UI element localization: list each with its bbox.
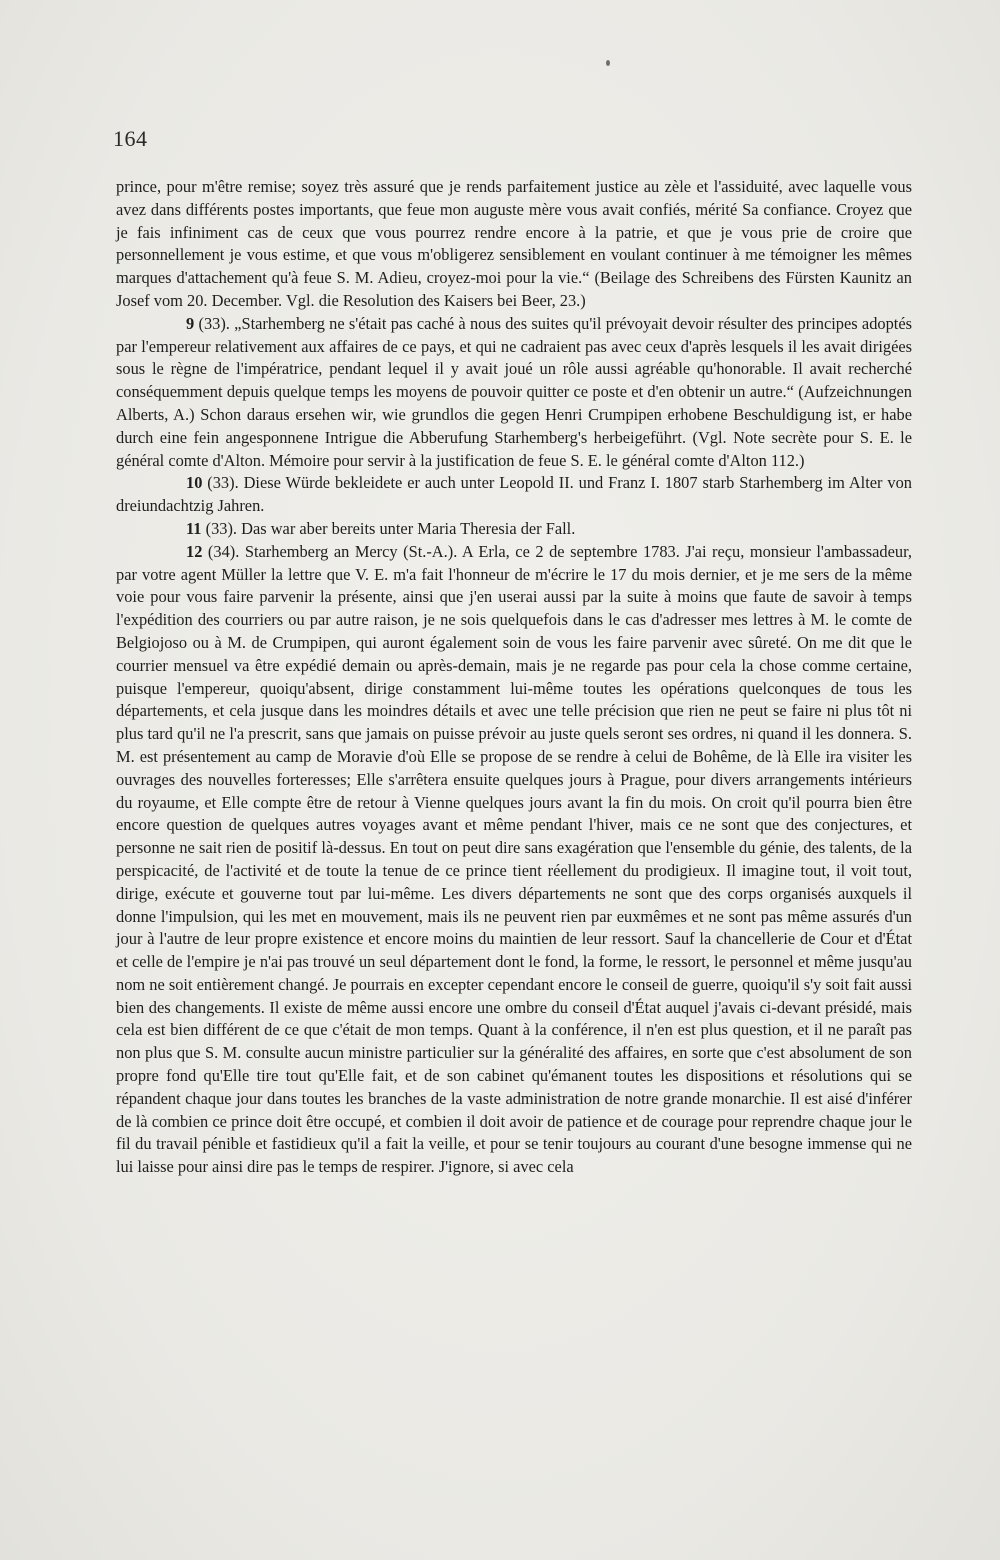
- endnote-text: Starhemberg an Mercy (St.-A.). A Erla, ce 2 de septembre 1783. J'ai reçu, monsieur l'ambassadeur, par votre agent Müller la lettre que V. E. m'a fait l'honneur de m'écrire le 17 du mois dernier, et je me sers de la même voie pour vous faire parvenir la présente, ainsi que j'en userai aussi par la suite à moins que faute de savoir à temps l'expédition des courriers ou par autre raison, je ne sois quelquefois dans le cas d'adresser mes lettres à M. le comte de Belgiojoso ou à M. de Crumpipen, qui auront également soin de vous les faire parvenir avec sûreté. On me dit que le courrier mensuel va être expédié demain ou après-demain, mais je ne regarde pas pour cela la chose comme certaine, puisque l'empereur, quoiqu'absent, dirige constamment lui-même toutes les opérations quelconques de tous les départements, et cela jusque dans les moindres détails et avec une telle précision que rien ne peut se faire ni plus tôt ni plus tard qu'il ne l'a prescrit, sans que jamais on puisse prévoir au juste quels seront ses ordres, ni quand il les donnera. S. M. est présentement au camp de Moravie d'où Elle se propose de se rendre à celui de Bohême, de là Elle ira visiter les ouvrages des nouvelles forteresses; Elle s'arrêtera ensuite quelques jours à Prague, pour divers arrangements intérieurs du royaume, et Elle compte être de retour à Vienne quelques jours avant la fin du mois. On croit qu'il pourra bien être encore question de quelques autres voyages avant et même pendant l'hiver, mais ce ne sont que des conjectures, et personne ne sait rien de positif là-dessus. En tout on peut dire sans exagération que l'ensemble du génie, des talents, de la perspicacité, de l'activité et de toute la tenue de ce prince tient réellement du prodigieux. Il imagine tout, il voit tout, dirige, exécute et gouverne tout par lui-même. Les divers départements ne sont que des corps organisés auxquels il donne l'impulsion, qui les met en mouvement, mais ils ne peuvent rien par euxmêmes et ne sont pas même assurés d'un jour à l'autre de leur propre existence et encore moins du maintien de leur ressort. Sauf la chancellerie de Cour et d'État et celle de l'empire je n'ai pas trouvé un seul département dont le fond, la forme, le ressort, le personnel et même jusqu'au nom ne soit entièrement changé. Je pourrais en excepter cependant encore le conseil de guerre, quoiqu'il s'y soit fait aussi bien des changements. Il existe de même aussi encore une ombre du conseil d'État auquel j'avais ci-devant présidé, mais cela est bien différent de ce que c'était de mon temps. Quant à la conférence, il n'en est plus question, et il ne paraît pas non plus que S. M. consulte aucun ministre particulier sur la généralité des affaires, en sorte que c'est absolument de son propre fond qu'Elle tire tout qu'Elle fait, et de son cabinet qu'émanent toutes les dispositions et résolutions qui se répandent chaque jour dans toutes les branches de la vaste administration de notre grande monarchie. Il est aisé d'inférer de là combien ce prince doit être occupé, et combien il doit avoir de patience et de courage pour reprendre chaque jour le fil du travail pénible et fastidieux qu'il a fait la veille, et pour se tenir toujours au courant d'une besogne immense qui ne lui laisse pour ainsi dire pas le temps de respirer. J'ignore, si avec cela: [116, 541, 912, 1177]
- endnote-number: 10: [186, 473, 203, 493]
- endnote-text: Das war aber bereits unter Maria Theresia der Fall.: [241, 518, 576, 538]
- endnote-number: 11: [186, 518, 202, 538]
- endnote-page-ref: (33).: [205, 518, 238, 538]
- page-number: 164: [113, 126, 148, 151]
- endnote-page-ref: (34).: [207, 541, 240, 561]
- endnote-9: [116, 313, 912, 473]
- continued-paragraph: prince, pour m'être remise; soyez très assuré que je rends parfaitement justice au zèle et l'assiduité, avec laquelle vous avez dans différents postes importants, que feue mon auguste mère vous avait confiés, mérité Sa confiance. Croyez que je fais infiniment cas de ceux que vous pourrez rendre encore à la patrie, et que je vous prie de croire que personnellement je vous estime, et que vous m'obligerez sensiblement en voulant continuer à me témoigner les mêmes marques d'attachement qu'à feue S. M. Adieu, croyez-moi pour la vie.“ (Beilage des Schreibens des Fürsten Kaunitz an Josef vom 20. December. Vgl. die Resolution des Kaisers bei Beer, 23.): [116, 177, 912, 310]
- endnote-page-ref: (33).: [198, 313, 230, 333]
- endnote-text: Diese Würde bekleidete er auch unter Leopold II. und Franz I. 1807 starb Starhemberg im Alter von dreiundachtzig Jahren.: [116, 473, 912, 516]
- page-body: [116, 176, 912, 1179]
- endnote-number: 12: [186, 541, 203, 561]
- endnote-11: [116, 518, 912, 541]
- endnote-10: [116, 472, 912, 518]
- endnote-text: „Starhemberg ne s'était pas caché à nous des suites qu'il prévoyait devoir résulter des principes adoptés par l'empereur relativement aux affaires de ce pays, et qui ne cadraient pas avec ceux d'après lesquels il les avait dirigées sous le règne de l'impératrice, pendant lequel il y avait joué un rôle aussi agréable qu'honorable. Il avait recherché conséquemment depuis quelque temps les moyens de pouvoir quitter ce poste et d'en obtenir un autre.“ (Aufzeichnungen Alberts, A.) Schon daraus ersehen wir, wie grundlos die gegen Henri Crumpipen erhobene Beschuldigung ist, er habe durch eine fein angesponnene Intrigue die Abberufung Starhemberg's herbeigeführt. (Vgl. Note secrète pour S. E. le général comte d'Alton. Mémoire pour servir à la justification de feue S. E. le général comte d'Alton 112.): [116, 313, 912, 470]
- ink-speck: [606, 60, 610, 66]
- endnote-number: 9: [186, 313, 195, 333]
- endnote-page-ref: (33).: [207, 473, 239, 493]
- endnote-12: [116, 541, 912, 1179]
